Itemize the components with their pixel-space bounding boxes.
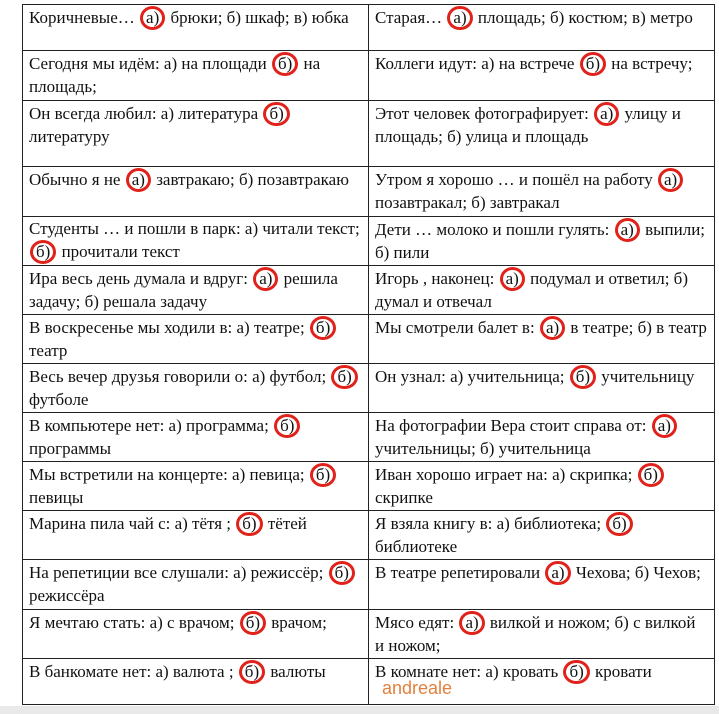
exercise-table <box>22 4 715 705</box>
exercise-cell-left <box>23 413 369 462</box>
exercise-text-before: Сегодня мы идём: а) на площади <box>29 54 271 73</box>
table-row <box>23 266 715 315</box>
exercise-text-after: на площадь; <box>29 54 321 96</box>
answer-circle: а) <box>140 6 165 30</box>
exercise-cell-left <box>23 315 369 364</box>
answer-circle: б) <box>239 660 265 684</box>
exercise-text-after: площадь; б) костюм; в) метро <box>473 8 693 27</box>
exercise-text-before: На фотографии Вера стоит справа от: <box>375 416 651 435</box>
exercise-text-before: В комнате нет: а) кровать <box>375 662 563 681</box>
exercise-text-after: завтракаю; б) позавтракаю <box>151 170 349 189</box>
answer-circle: б) <box>570 365 596 389</box>
exercise-text-after: скрипке <box>375 488 433 507</box>
exercise-text-after: подумал и ответил; б) думал и отвечал <box>375 269 688 311</box>
table-row <box>23 610 715 659</box>
exercise-text-before: Мясо едят: <box>375 613 459 632</box>
table-row <box>23 462 715 511</box>
answer-circle: а) <box>447 6 472 30</box>
table-row <box>23 511 715 560</box>
exercise-text-before: В банкомате нет: а) валюта ; <box>29 662 238 681</box>
exercise-text-before: Студенты … и пошли в парк: а) читали текст; <box>29 219 360 238</box>
exercise-rows <box>23 5 715 705</box>
table-row <box>23 51 715 101</box>
exercise-text-after: певицы <box>29 488 84 507</box>
answer-circle: б) <box>236 512 262 536</box>
table-row <box>23 5 715 51</box>
exercise-text-after: литературу <box>29 127 110 146</box>
exercise-text-before: На репетиции все слушали: а) режиссёр; <box>29 563 328 582</box>
exercise-text-before: В компьютере нет: а) программа; <box>29 416 274 435</box>
answer-circle: б) <box>563 660 589 684</box>
exercise-text-before: Дети … молоко и пошли гулять: <box>375 220 614 239</box>
answer-circle: б) <box>310 463 336 487</box>
answer-circle: б) <box>263 102 289 126</box>
table-row <box>23 101 715 167</box>
exercise-cell-right <box>369 413 715 462</box>
exercise-cell-left <box>23 560 369 610</box>
exercise-text-before: Марина пила чай с: а) тётя ; <box>29 514 236 533</box>
exercise-cell-left <box>23 610 369 659</box>
exercise-text-after: тётей <box>263 514 307 533</box>
exercise-text-after: футболе <box>29 390 89 409</box>
answer-circle: а) <box>253 267 278 291</box>
answer-circle: а) <box>615 218 640 242</box>
exercise-cell-left <box>23 5 369 51</box>
exercise-text-before: В театре репетировали <box>375 563 545 582</box>
answer-circle: б) <box>272 52 298 76</box>
exercise-cell-right <box>369 167 715 217</box>
answer-circle: б) <box>329 561 355 585</box>
exercise-text-after: кровати <box>590 662 652 681</box>
exercise-text-before: Я мечтаю стать: а) с врачом; <box>29 613 239 632</box>
exercise-text-after: библиотеке <box>375 537 458 556</box>
exercise-text-before: Мы встретили на концерте: а) певица; <box>29 465 309 484</box>
exercise-text-after: валюты <box>266 662 326 681</box>
exercise-cell-left <box>23 217 369 266</box>
watermark: andreale <box>382 678 453 698</box>
exercise-cell-right <box>369 462 715 511</box>
exercise-cell-right <box>369 560 715 610</box>
exercise-text-before: Коричневые… <box>29 8 140 27</box>
exercise-text-after: прочитали текст <box>57 242 180 261</box>
exercise-text-before: Коллеги идут: а) на встрече <box>375 54 579 73</box>
exercise-text-after: решила задачу; б) решала задачу <box>29 269 338 311</box>
exercise-cell-left <box>23 167 369 217</box>
answer-circle: а) <box>459 611 484 635</box>
exercise-cell-right <box>369 101 715 167</box>
exercise-text-before: Он всегда любил: а) литература <box>29 104 263 123</box>
exercise-text-before: Обычно я не <box>29 170 125 189</box>
exercise-cell-left <box>23 51 369 101</box>
exercise-text-after: брюки; б) шкаф; в) юбка <box>166 8 349 27</box>
table-row <box>23 167 715 217</box>
exercise-cell-right <box>369 266 715 315</box>
exercise-cell-left <box>23 462 369 511</box>
table-row <box>23 315 715 364</box>
exercise-text-after: Чехова; б) Чехов; <box>571 563 701 582</box>
exercise-cell-left <box>23 364 369 413</box>
exercise-text-before: Я взяла книгу в: а) библиотека; <box>375 514 606 533</box>
exercise-cell-right <box>369 5 715 51</box>
exercise-text-after: улицу и площадь; б) улица и площадь <box>375 104 681 146</box>
exercise-cell-right <box>369 51 715 101</box>
answer-circle: а) <box>500 267 525 291</box>
exercise-text-before: В воскресенье мы ходили в: а) театре; <box>29 318 309 337</box>
exercise-cell-left <box>23 101 369 167</box>
answer-circle: б) <box>310 316 336 340</box>
table-row <box>23 217 715 266</box>
answer-circle: а) <box>658 168 683 192</box>
exercise-text-before: Этот человек фотографирует: <box>375 104 594 123</box>
exercise-text-after: позавтракал; б) завтракал <box>375 193 560 212</box>
exercise-text-after: режиссёра <box>29 586 105 605</box>
exercise-text-after: учительницы; б) учительница <box>375 439 591 458</box>
exercise-cell-left <box>23 659 369 705</box>
exercise-text-after: выпили; б) пили <box>375 220 706 262</box>
exercise-text-before: Утром я хорошо … и пошёл на работу <box>375 170 658 189</box>
answer-circle: а) <box>540 316 565 340</box>
exercise-cell-right <box>369 315 715 364</box>
exercise-text-before: Весь вечер друзья говорили о: а) футбол; <box>29 367 331 386</box>
answer-circle: б) <box>580 52 606 76</box>
exercise-cell-right <box>369 364 715 413</box>
answer-circle: а) <box>652 414 677 438</box>
table-row <box>23 364 715 413</box>
answer-circle: б) <box>638 463 664 487</box>
answer-circle: б) <box>240 611 266 635</box>
answer-circle: б) <box>30 240 56 264</box>
table-row <box>23 560 715 610</box>
exercise-cell-right <box>369 511 715 560</box>
answer-circle: а) <box>126 168 151 192</box>
exercise-text-after: врачом; <box>267 613 327 632</box>
table-row <box>23 659 715 705</box>
exercise-cell-right <box>369 610 715 659</box>
exercise-cell-left <box>23 266 369 315</box>
exercise-text-after: на встречу; <box>607 54 693 73</box>
exercise-text-after: вилкой и ножом; б) с вилкой и ножом; <box>375 613 696 655</box>
answer-circle: б) <box>606 512 632 536</box>
exercise-text-before: Он узнал: а) учительница; <box>375 367 569 386</box>
exercise-text-after: учительницу <box>597 367 695 386</box>
answer-circle: б) <box>274 414 300 438</box>
answer-circle: а) <box>545 561 570 585</box>
exercise-text-before: Игорь , наконец: <box>375 269 499 288</box>
bottom-bar <box>0 706 719 714</box>
exercise-text-before: Старая… <box>375 8 447 27</box>
table-row <box>23 413 715 462</box>
exercise-text-before: Мы смотрели балет в: <box>375 318 539 337</box>
exercise-cell-left <box>23 511 369 560</box>
exercise-cell-right <box>369 217 715 266</box>
exercise-text-after: в театре; б) в театр <box>566 318 707 337</box>
exercise-text-before: Иван хорошо играет на: а) скрипка; <box>375 465 637 484</box>
exercise-text-before: Ира весь день думала и вдруг: <box>29 269 253 288</box>
answer-circle: а) <box>594 102 619 126</box>
exercise-text-after: программы <box>29 439 112 458</box>
exercise-text-after: театр <box>29 341 68 360</box>
answer-circle: б) <box>331 365 357 389</box>
